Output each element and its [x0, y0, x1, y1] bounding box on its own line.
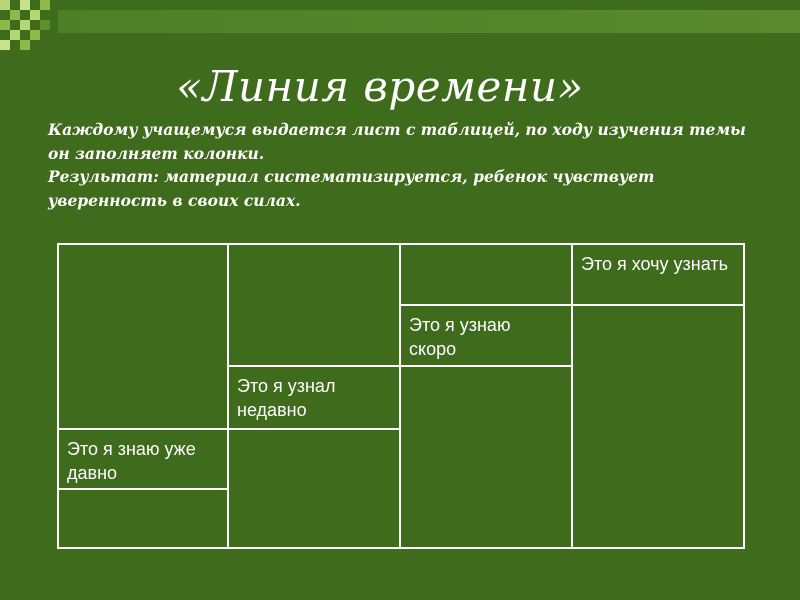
timeline-table	[57, 243, 745, 549]
decorative-square	[0, 20, 10, 30]
decorative-square	[30, 10, 40, 20]
table-border	[743, 243, 745, 549]
decorative-square	[30, 30, 40, 40]
description-line: Каждому учащемуся выдается лист с таблицей, по ходу изучения темы он заполняет колонки.	[48, 120, 746, 163]
header-bar	[58, 10, 800, 33]
decorative-square	[40, 20, 50, 30]
slide-description	[48, 118, 748, 212]
decorative-square	[20, 0, 30, 10]
description-line: Результат: материал систематизируется, ребенок чувствует уверенность в своих силах.	[48, 167, 655, 210]
table-divider	[57, 488, 229, 490]
cell-known-long-ago: Это я знаю уже давно	[59, 430, 227, 488]
decorative-square	[20, 20, 30, 30]
table-divider	[571, 304, 745, 306]
decorative-square	[20, 40, 30, 50]
cell-will-learn-soon: Это я узнаю скоро	[401, 306, 569, 365]
cell-want-to-know: Это я хочу узнать	[573, 245, 741, 304]
cell-learned-recently: Это я узнал недавно	[229, 367, 397, 428]
slide-title: «Линия времени»	[176, 62, 584, 111]
table-divider	[399, 365, 573, 367]
table-border	[57, 547, 745, 549]
table-border	[57, 243, 59, 549]
decorative-square	[40, 0, 50, 10]
decorative-square	[10, 10, 20, 20]
table-divider	[399, 243, 401, 549]
decorative-square	[10, 30, 20, 40]
table-divider	[227, 428, 401, 430]
decorative-square	[0, 40, 10, 50]
decorative-square	[0, 0, 10, 10]
